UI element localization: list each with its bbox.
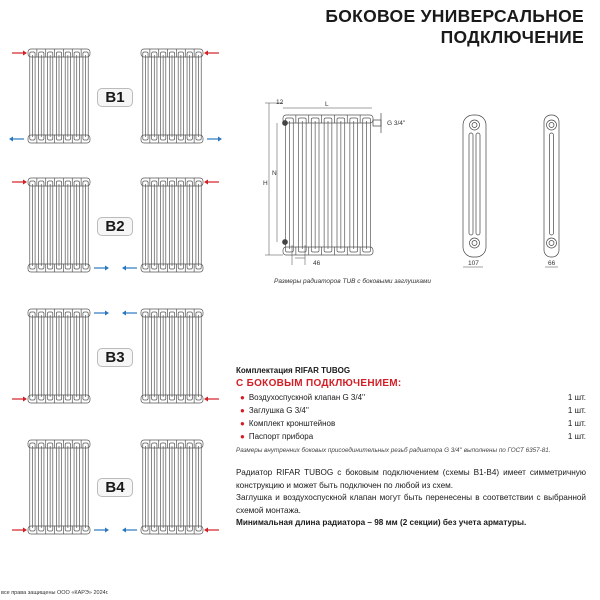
bullet-icon: ● [240, 406, 245, 415]
scheme-label-b4: B4 [97, 478, 133, 497]
dim-12: 12 [276, 99, 284, 106]
radiator-b3-right [141, 309, 203, 403]
connection-schemes [0, 0, 240, 560]
radiator-b2-left [28, 178, 90, 272]
radiator-b3-left [28, 309, 90, 403]
kit-item-name: Заглушка G 3/4'' [248, 406, 309, 415]
kit-item-name: Комплект кронштейнов [248, 419, 336, 428]
kit-item [236, 432, 586, 441]
dim-l: L [325, 101, 329, 108]
kit-item-qty: 1 шт. [567, 406, 586, 415]
radiator-b2-right [141, 178, 203, 272]
flow-arrow-icon [12, 528, 27, 533]
kit-item-qty: 1 шт. [567, 432, 586, 441]
drawing-caption: Размеры радиаторов TUB с боковыми заглушками [274, 278, 432, 285]
flow-arrow-icon [12, 180, 27, 185]
dim-66: 66 [548, 260, 556, 267]
kit-item-name: Воздухоспускной клапан G 3/4'' [248, 393, 366, 402]
title-line-1: БОКОВОЕ УНИВЕРСАЛЬНОЕ [325, 6, 584, 26]
side-view-66 [544, 115, 559, 257]
description-p3: Минимальная длина радиатора – 98 мм (2 секции) без учета арматуры. [236, 518, 527, 527]
kit-item-name: Паспорт прибора [248, 432, 314, 441]
flow-arrow-icon [204, 528, 219, 533]
page-title [325, 6, 584, 48]
radiator-b4-left [28, 440, 90, 534]
footer-copyright: все права защищены ООО «КАРЭ» 2024г. [1, 590, 109, 596]
kit-heading: Комплектация RIFAR TUBOG [236, 366, 351, 375]
kit-item-qty: 1 шт. [567, 393, 586, 402]
radiator-b1-left [28, 49, 90, 143]
front-view [283, 113, 382, 255]
description [236, 467, 586, 530]
dim-107: 107 [468, 260, 479, 267]
flow-arrow-icon [122, 311, 137, 316]
bullet-icon: ● [240, 393, 245, 402]
flow-arrow-icon [94, 266, 109, 271]
schemes-diagram [0, 0, 240, 560]
flow-arrow-icon [204, 51, 219, 56]
dim-n: N [272, 170, 277, 177]
kit-item [236, 406, 586, 415]
bullet-icon: ● [240, 419, 245, 428]
dim-h: H [263, 180, 268, 187]
description-p2: Заглушка и воздухоспускной клапан могут быть перенесены в соответствии с выбранной схемой монтажа. [236, 493, 586, 515]
flow-arrow-icon [94, 528, 109, 533]
description-p1: Радиатор RIFAR TUBOG с боковым подключением (схемы В1-В4) имеет симметричную конструкцию и может быть подключен по любой из схем. [236, 468, 586, 490]
kit-note: Размеры внутренних боковых присоединительных резьб радиатора G 3/4'' выполнены по ГОСТ 6357-81. [236, 447, 551, 454]
flow-arrow-icon [12, 51, 27, 56]
front-radiator [283, 115, 373, 255]
dimension-lines [265, 103, 558, 267]
flow-arrow-icon [122, 528, 137, 533]
dim-thread: G 3/4'' [387, 120, 406, 127]
flow-arrow-icon [204, 180, 219, 185]
flow-arrow-icon [9, 137, 24, 142]
kit-item [236, 419, 586, 428]
radiator-b1-right [141, 49, 203, 143]
flow-arrow-icon [94, 311, 109, 316]
side-view-107 [463, 115, 486, 257]
kit-subheading: С БОКОВЫМ ПОДКЛЮЧЕНИЕМ: [236, 378, 402, 389]
flow-arrow-icon [122, 266, 137, 271]
kit-item [236, 393, 586, 402]
scheme-label-b2: B2 [97, 217, 133, 236]
radiator-b4-right [141, 440, 203, 534]
title-line-2: ПОДКЛЮЧЕНИЕ [440, 27, 584, 47]
dimension-drawing [255, 95, 595, 275]
bullet-icon: ● [240, 432, 245, 441]
kit-item-qty: 1 шт. [567, 419, 586, 428]
flow-arrow-icon [12, 397, 27, 402]
scheme-label-b1: B1 [97, 88, 133, 107]
flow-arrow-icon [207, 137, 222, 142]
flow-arrow-icon [204, 397, 219, 402]
scheme-label-b3: B3 [97, 348, 133, 367]
kit-section [236, 366, 586, 454]
dim-46: 46 [313, 260, 321, 267]
